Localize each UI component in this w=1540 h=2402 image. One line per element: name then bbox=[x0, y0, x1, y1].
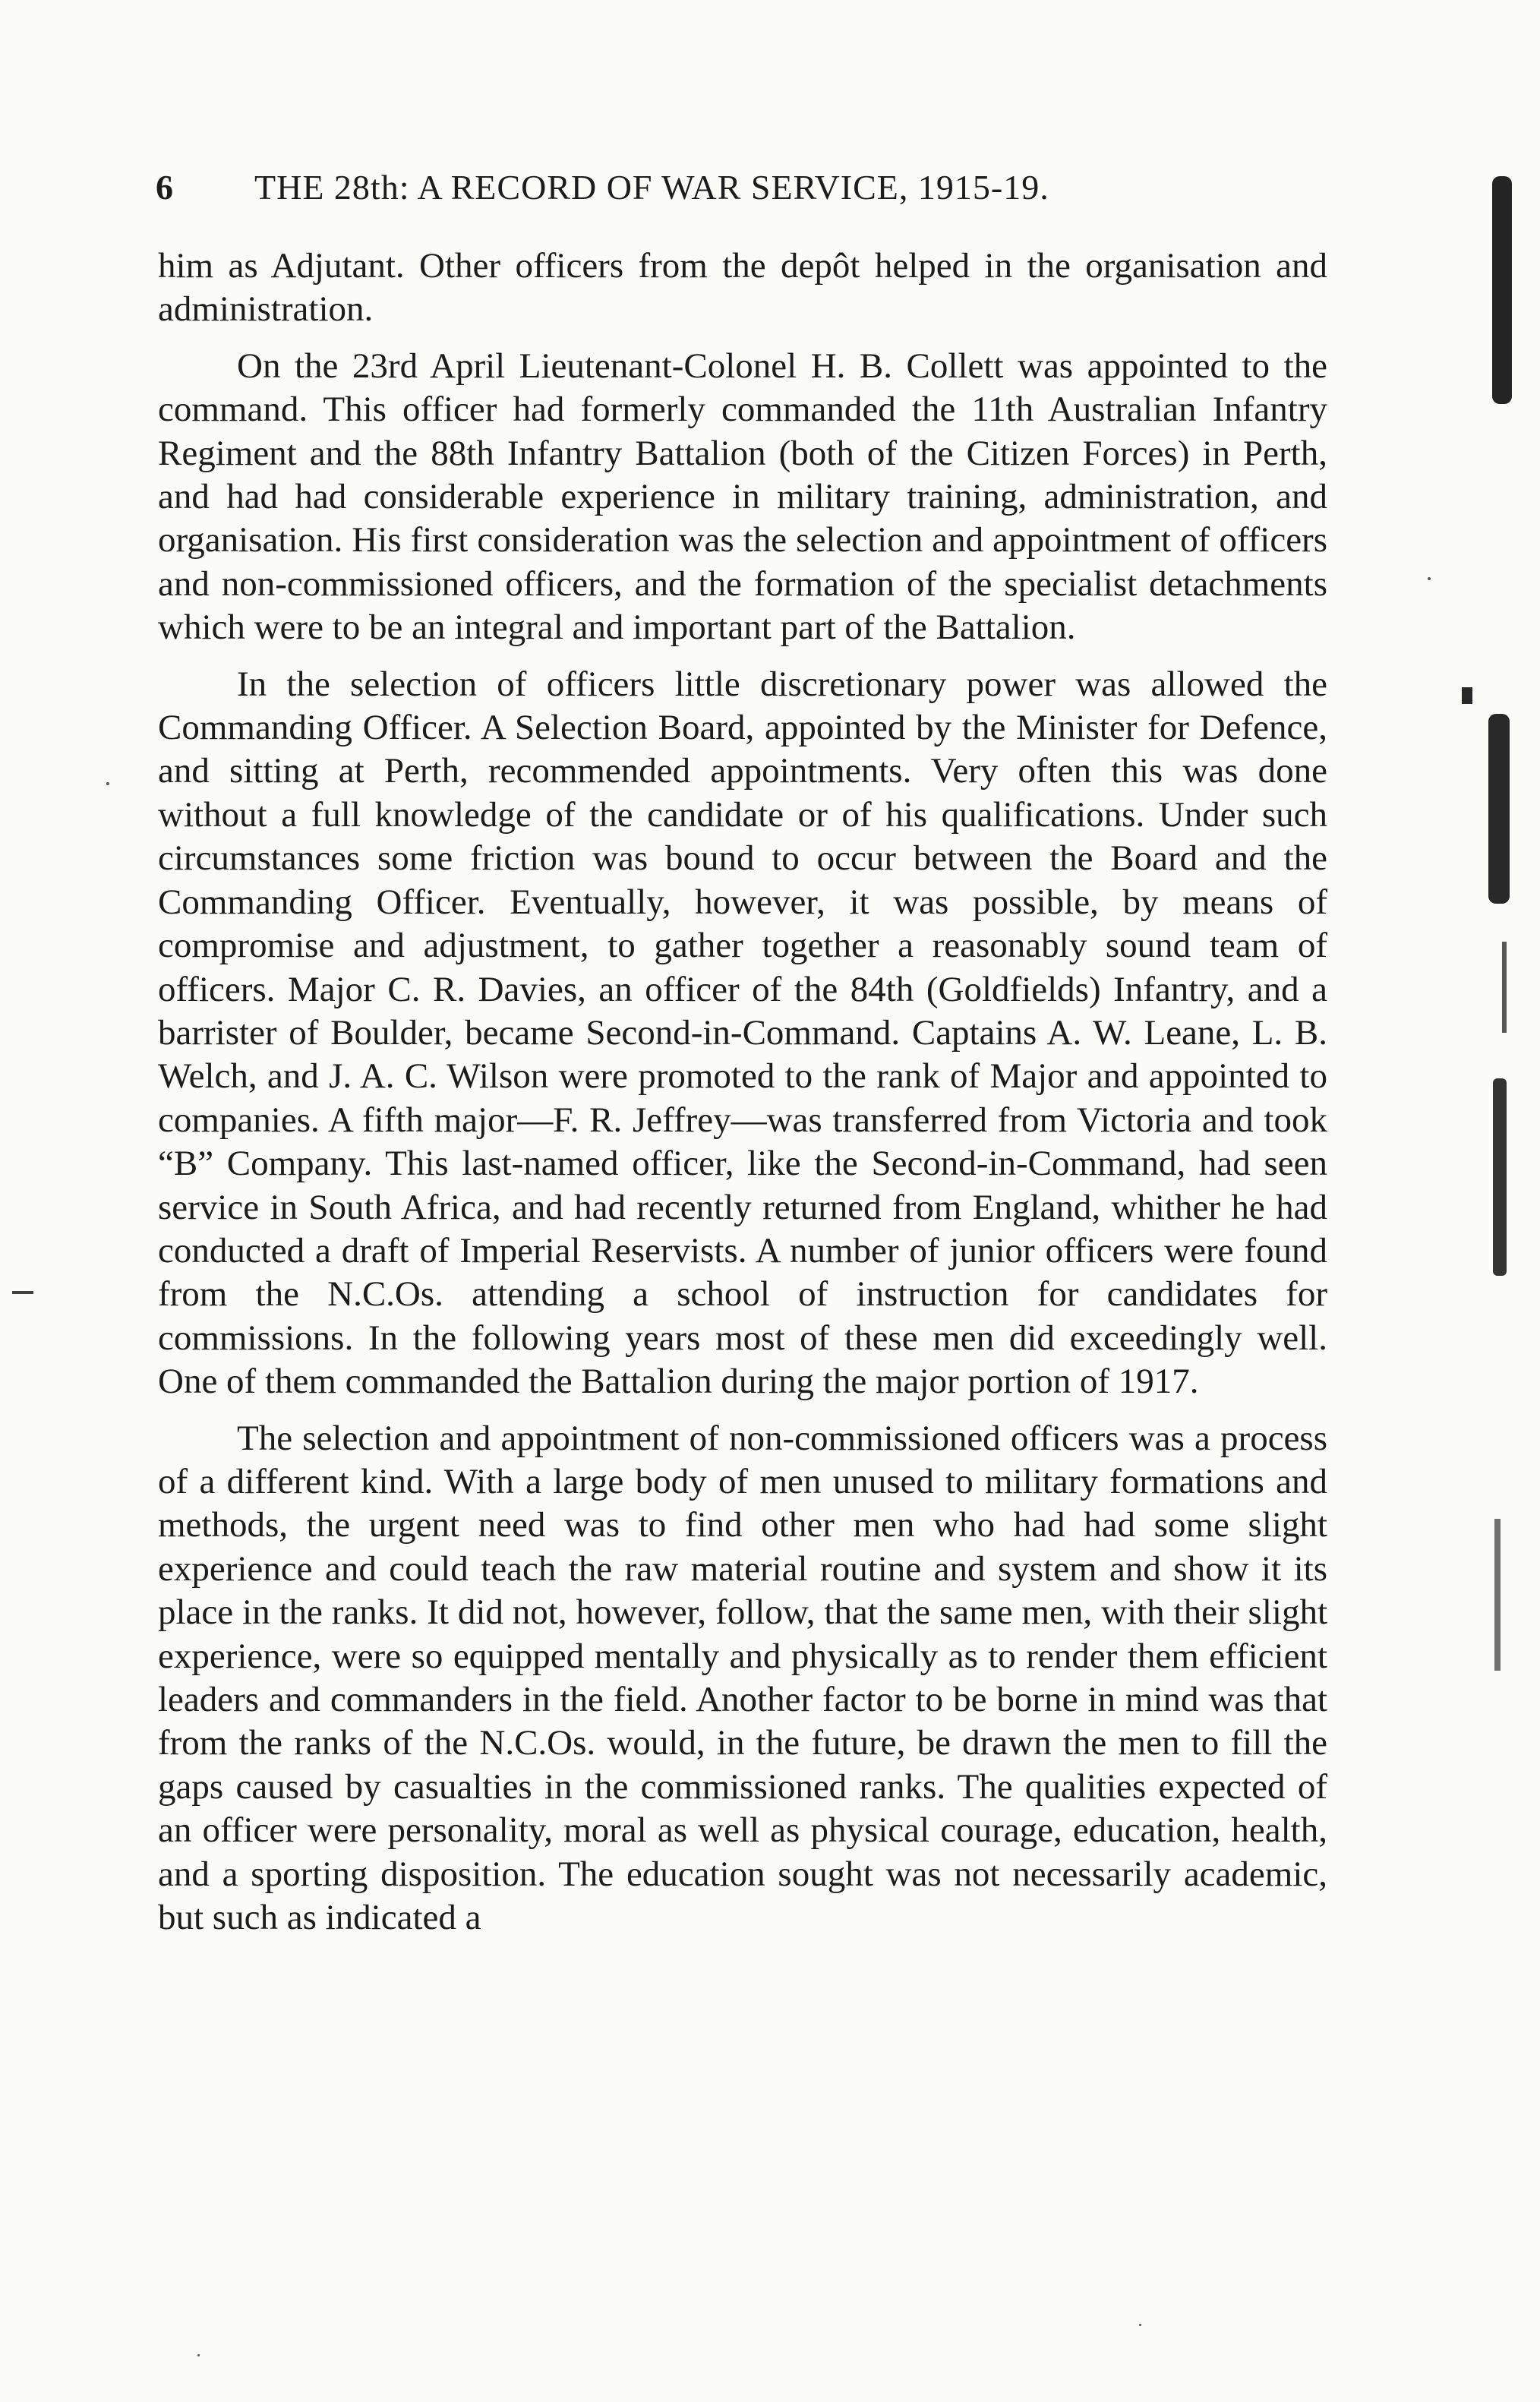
scan-smudge bbox=[1492, 176, 1512, 404]
scan-smudge bbox=[1494, 1519, 1501, 1671]
scan-smudge bbox=[1502, 942, 1507, 1033]
paragraph-nco-selection: The selection and appointment of non-commissioned officers was a process of a different kind. With a large body of men unused to military formations and methods, the urgent need was to find other men who had had some slight experience and could teach the raw material routine and system and show it its place in the ranks. It did not, however, follow, that the same men, with their slight experience, were so equipped mentally and physically as to render them efficient leaders and commanders in the field. Another factor to be borne in mind was that from the ranks of the N.C.Os. would, in the future, be drawn the men to fill the gaps caused by casualties in the commissioned ranks. The qualities expected of an officer were personality, moral as well as physical courage, education, health, and a sporting disposition. The education sought was not necessarily academic, but such as indicated a bbox=[158, 1418, 1327, 1938]
body-text bbox=[158, 245, 1327, 1952]
scan-speck bbox=[1139, 2324, 1141, 2326]
scan-smudge bbox=[1493, 1078, 1507, 1276]
paragraph-continuation: him as Adjutant. Other officers from the depôt helped in the organisation and administration. bbox=[158, 246, 1327, 330]
scan-speck bbox=[1428, 577, 1431, 580]
scan-smudge bbox=[1488, 714, 1510, 904]
scan-smudge bbox=[1462, 687, 1472, 704]
running-head bbox=[156, 161, 1340, 214]
scan-speck bbox=[106, 782, 109, 785]
scan-smudge bbox=[12, 1291, 33, 1294]
page-number: 6 bbox=[156, 168, 174, 207]
running-title: THE 28th: A RECORD OF WAR SERVICE, 1915-19. bbox=[254, 168, 1049, 207]
scan-speck bbox=[197, 2354, 200, 2356]
paragraph-officer-selection: In the selection of officers little discretionary power was allowed the Commanding Officer. A Selection Board, appointed by the Minister for Defence, and sitting at Perth, recommended appointments. Very often this was done without a full knowledge of the candidate or of his qualifications. Under such circumstances some friction was bound to occur between the Board and the Commanding Officer. Eventually, however, it was possible, by means of compromise and adjustment, to gather together a reasonably sound team of officers. Major C. R. Davies, an officer of the 84th (Goldfields) Infantry, and a barrister of Boulder, became Second-in-Command. Captains A. W. Leane, L. B. Welch, and J. A. C. Wilson were promoted to the rank of Major and appointed to companies. A fifth major—F. R. Jeffrey—was transferred from Victoria and took “B” Company. This last-named officer, like the Second-in-Command, had seen service in South Africa, and had recently returned from England, whither he had conducted a draft of Imperial Reservists. A number of junior officers were found from the N.C.Os. attending a school of instruction for candidates for commissions. In the following years most of these men did exceedingly well. One of them commanded the Battalion during the major portion of 1917. bbox=[158, 664, 1327, 1402]
paragraph-collett-appointment: On the 23rd April Lieutenant-Colonel H. B. Collett was appointed to the command. This officer had formerly commanded the 11th Australian Infantry Regiment and the 88th Infantry Battalion (both of the Citizen Forces) in Perth, and had had considerable experience in military training, administration, and organisation. His first consideration was the selection and appointment of officers and non-commissioned officers, and the formation of the specialist detachments which were to be an integral and important part of the Battalion. bbox=[158, 346, 1327, 648]
